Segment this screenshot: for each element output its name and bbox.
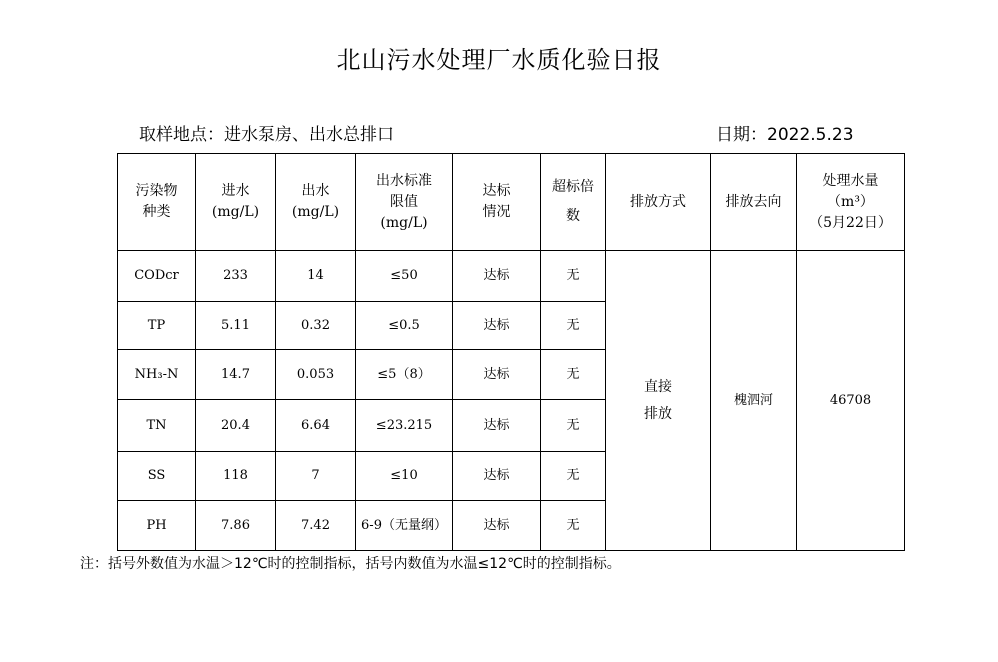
pollutant-name: PH	[118, 501, 196, 551]
table-header-row	[118, 154, 905, 251]
discharge-destination-cell: 槐泗河	[711, 251, 797, 551]
compliance-value: 达标	[453, 400, 541, 452]
pollutant-name: TP	[118, 302, 196, 350]
header-inflow: 进水 (mg/L)	[196, 154, 276, 251]
treated-volume-cell: 46708	[797, 251, 905, 551]
outflow-value: 0.32	[276, 302, 356, 350]
header-outflow: 出水 (mg/L)	[276, 154, 356, 251]
header-compliance: 达标 情况	[453, 154, 541, 251]
footnote: 注：括号外数值为水温＞12℃时的控制指标，括号内数值为水温≤12℃时的控制指标。	[80, 556, 621, 572]
outflow-value: 14	[276, 251, 356, 302]
limit-value: ≤50	[356, 251, 453, 302]
exceed-value: 无	[541, 501, 606, 551]
inflow-value: 7.86	[196, 501, 276, 551]
limit-value: 6-9（无量纲）	[356, 501, 453, 551]
pollutant-name: SS	[118, 452, 196, 501]
outflow-value: 7	[276, 452, 356, 501]
exceed-value: 无	[541, 400, 606, 452]
inflow-value: 14.7	[196, 350, 276, 400]
limit-value: ≤0.5	[356, 302, 453, 350]
header-discharge-destination: 排放去向	[711, 154, 797, 251]
inflow-value: 5.11	[196, 302, 276, 350]
inflow-value: 233	[196, 251, 276, 302]
pollutant-name: TN	[118, 400, 196, 452]
compliance-value: 达标	[453, 251, 541, 302]
exceed-value: 无	[541, 251, 606, 302]
header-pollutant: 污染物 种类	[118, 154, 196, 251]
outflow-value: 7.42	[276, 501, 356, 551]
compliance-value: 达标	[453, 501, 541, 551]
compliance-value: 达标	[453, 350, 541, 400]
header-exceed: 超标倍 数	[541, 154, 606, 251]
compliance-value: 达标	[453, 452, 541, 501]
exceed-value: 无	[541, 302, 606, 350]
table-row	[118, 251, 905, 302]
exceed-value: 无	[541, 452, 606, 501]
pollutant-name: CODcr	[118, 251, 196, 302]
limit-value: ≤10	[356, 452, 453, 501]
header-discharge-method: 排放方式	[606, 154, 711, 251]
inflow-value: 118	[196, 452, 276, 501]
report-date: 日期：2022.5.23	[716, 125, 854, 145]
sampling-location: 取样地点：进水泵房、出水总排口	[139, 125, 394, 145]
water-quality-table	[117, 153, 905, 551]
header-volume: 处理水量 （m³） （5月22日）	[797, 154, 905, 251]
compliance-value: 达标	[453, 302, 541, 350]
inflow-value: 20.4	[196, 400, 276, 452]
pollutant-name: NH₃-N	[118, 350, 196, 400]
limit-value: ≤5（8）	[356, 350, 453, 400]
header-limit: 出水标准 限值 (mg/L)	[356, 154, 453, 251]
limit-value: ≤23.215	[356, 400, 453, 452]
exceed-value: 无	[541, 350, 606, 400]
discharge-method-cell: 直接 排放	[606, 251, 711, 551]
outflow-value: 0.053	[276, 350, 356, 400]
outflow-value: 6.64	[276, 400, 356, 452]
report-title: 北山污水处理厂水质化验日报	[336, 46, 662, 74]
